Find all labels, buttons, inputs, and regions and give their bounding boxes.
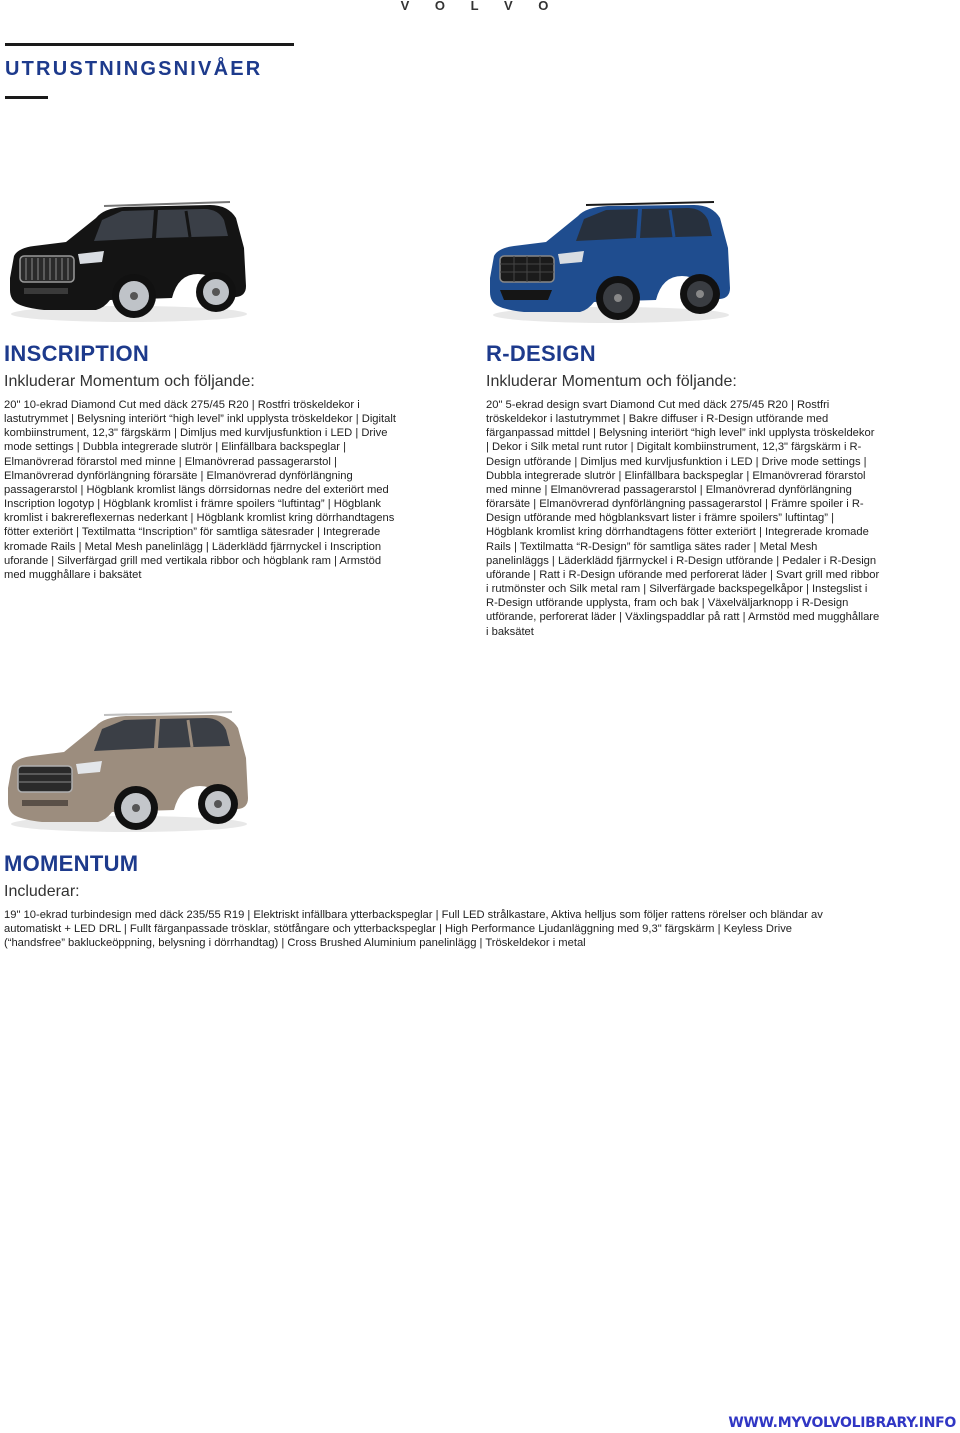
page-title: UTRUSTNINGSNIVÅER (5, 58, 263, 80)
rdesign-subtitle: Inkluderar Momentum och följande: (486, 373, 737, 390)
top-rule (5, 43, 294, 46)
inscription-car-image (4, 196, 250, 326)
momentum-section (4, 850, 854, 950)
momentum-subtitle: Includerar: (4, 883, 80, 900)
myvolvolibrary-link[interactable]: WWW.MYVOLVOLIBRARY.INFO (728, 1415, 956, 1431)
momentum-car-image (4, 706, 252, 834)
title-underline (5, 96, 48, 99)
inscription-subtitle: Inkluderar Momentum och följande: (4, 373, 255, 390)
rdesign-description: 20" 5-ekrad design svart Diamond Cut med däck 275/45 R20 | Rostfri tröskeldekor i lastutrymmet | Bakre diffuser i R-Design utförande med färganpassad mittdel | Belysning interiört “high level” inkl upplysta tröskeldekor | Dekor i Silk metal runt rutor | Digitalt kombiinstrument, 12,3" färgskärm i R-Design utförande | Dimljus med kurvljusfunktion i LED | Drive mode settings | Dubbla integrerade slutrör | Elinfällbara backspeglar | Elmanövrerad förarstol med minne | Elmanövrerad passagerarstol | Elmanövrerad dynförlängning förarsäte | Elmanövrerad dynförlängning passagerarstol | Främre spoiler i R-Design utförande med högblanksvart lister i främre spoilers” luftintag” | Högblank kromlist kring dörrhandtagens fötter exteriört | Integrerade kromade Rails | Textilmatta “R-Design” för samtliga sätes rader | Metal Mesh panelinläggs | Läderklädd fjärrnyckel i R-Design utförande | Pedaler i R-Design uförande | Ratt i R-Design uförande med perforerat läder | Svart grill med ribbor i rutmönster och Silk metal ram | Silverfärgade backspegelkåpor | Instegslist i R-Design utförande upplysta, fram och bak | Växelväljarknopp i R-Design utförande, perforerat läder | Växlingspaddlar på ratt | Armstöd med mugghållare i baksätet (486, 399, 880, 638)
rdesign-heading: R-DESIGN (486, 341, 596, 366)
inscription-section (4, 340, 396, 582)
inscription-description: 20" 10-ekrad Diamond Cut med däck 275/45 R20 | Rostfri tröskeldekor i lastutrymmet | Belysning interiört “high level” inkl upplysta tröskeldekor | Digitalt kombiinstrument, 12,3" färgskärm | Dimljus med kurvljusfunktion i LED | Drive mode settings | Dubbla integrerade slutrör | Elinfällbara backspeglar | Elmanövrerad förarstol med minne | Elmanövrerad passagerarstol | Elmanövrerad dynförlängning förarsäte | Elmanövrerad dynförlängning passagerarstol | Högblank kromlist längs dörrsidornas nedre del exteriört med Inscription logotyp | Högblank kromlist i främre spoilers “luftintag” | Högblank kromlist i bakrereflexernas nederkant | Högblank kromlist kring dörrhandtagens fötter exteriört | Textilmatta “Inscription” för samtliga sätesrader | Integrerade kromade Rails | Metal Mesh panelinlägg | Läderklädd fjärrnyckel i Inscription uforande | Silverfärgad grill med vertikala ribbor och högblank ram | Armstöd med mugghållare i baksätet (4, 399, 396, 581)
momentum-heading: MOMENTUM (4, 851, 139, 876)
brand-wordmark: V O L V O (400, 0, 560, 13)
inscription-heading: INSCRIPTION (4, 341, 150, 366)
momentum-description: 19" 10-ekrad turbindesign med däck 235/55 R19 | Elektriskt infällbara ytterbackspeglar | Full LED strålkastare, Aktiva helljus som följer rattens rörelser och bländar av automatiskt + LED DRL | Fullt färganpassade trösklar, stötfångare och ytterbackspeglar | High Performance Ljudanläggning med 9,3" färgskärm | Keyless Drive (“handsfree” bakluckeöppning, belysning i dörrhandtag) | Cross Brushed Aluminium panelinlägg | Tröskeldekor i metal (4, 909, 823, 950)
rdesign-section (486, 340, 880, 639)
rdesign-car-image (486, 198, 734, 326)
